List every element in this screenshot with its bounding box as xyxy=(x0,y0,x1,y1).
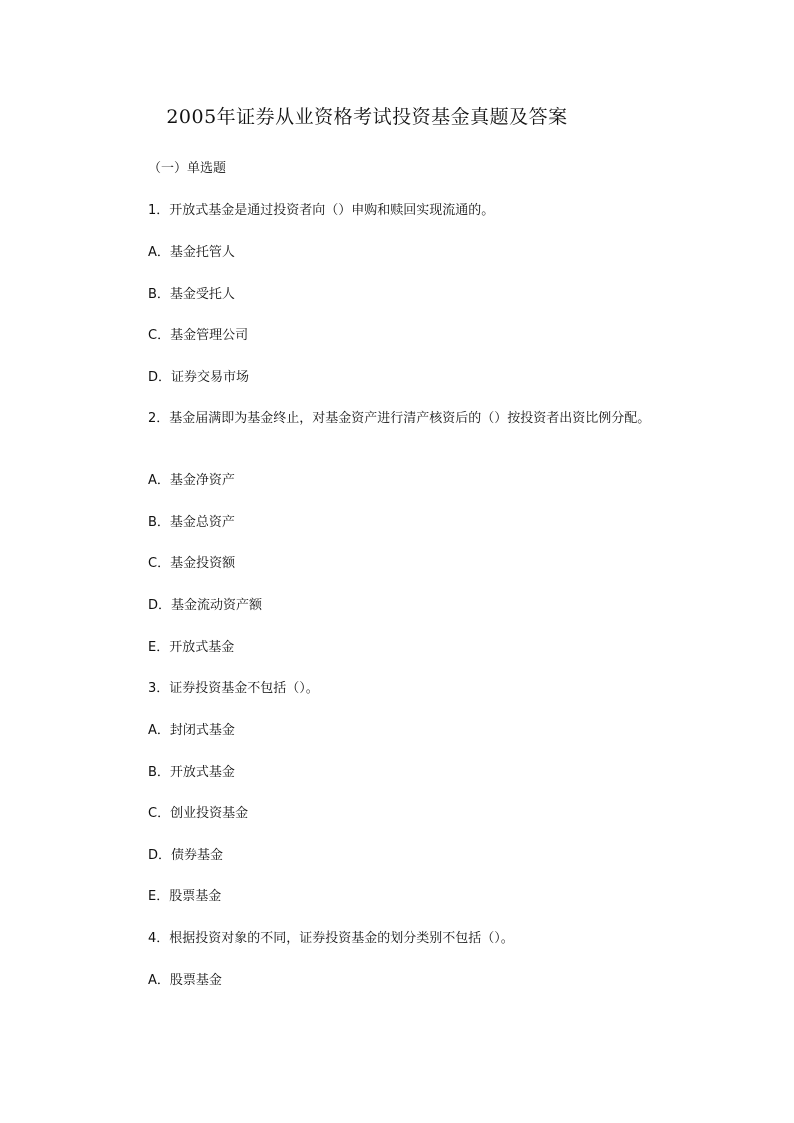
question-3-option-c: C．创业投资基金 xyxy=(148,806,249,821)
question-3-option-b: B．开放式基金 xyxy=(148,765,235,780)
question-2-option-c: C．基金投资额 xyxy=(148,556,236,571)
section-heading: （一）单选题 xyxy=(148,161,227,176)
question-3-option-d: D．债券基金 xyxy=(148,848,224,863)
question-2-option-b: B．基金总资产 xyxy=(148,515,235,530)
question-4-option-a: A．股票基金 xyxy=(148,973,222,988)
question-3-option-e: E．股票基金 xyxy=(148,889,222,904)
question-1-stem: 1．开放式基金是通过投资者向（）申购和赎回实现流通的。 xyxy=(148,203,495,218)
question-1-option-b: B．基金受托人 xyxy=(148,287,235,302)
document-title: 2005年证券从业资格考试投资基金真题及答案 xyxy=(166,106,568,128)
question-2-stem: 2．基金届满即为基金终止，对基金资产进行清产核资后的（）按投资者出资比例分配。 xyxy=(148,411,651,426)
question-2-option-e: E．开放式基金 xyxy=(148,640,235,655)
question-2-option-d: D．基金流动资产额 xyxy=(148,598,263,613)
question-1-option-a: A．基金托管人 xyxy=(148,245,235,260)
question-4-stem: 4．根据投资对象的不同，证券投资基金的划分类别不包括（）。 xyxy=(148,931,514,946)
question-3-stem: 3．证券投资基金不包括（）。 xyxy=(148,681,319,696)
question-3-option-a: A．封闭式基金 xyxy=(148,723,235,738)
question-1-option-c: C．基金管理公司 xyxy=(148,328,249,343)
question-2-option-a: A．基金净资产 xyxy=(148,473,235,488)
question-1-option-d: D．证券交易市场 xyxy=(148,370,250,385)
